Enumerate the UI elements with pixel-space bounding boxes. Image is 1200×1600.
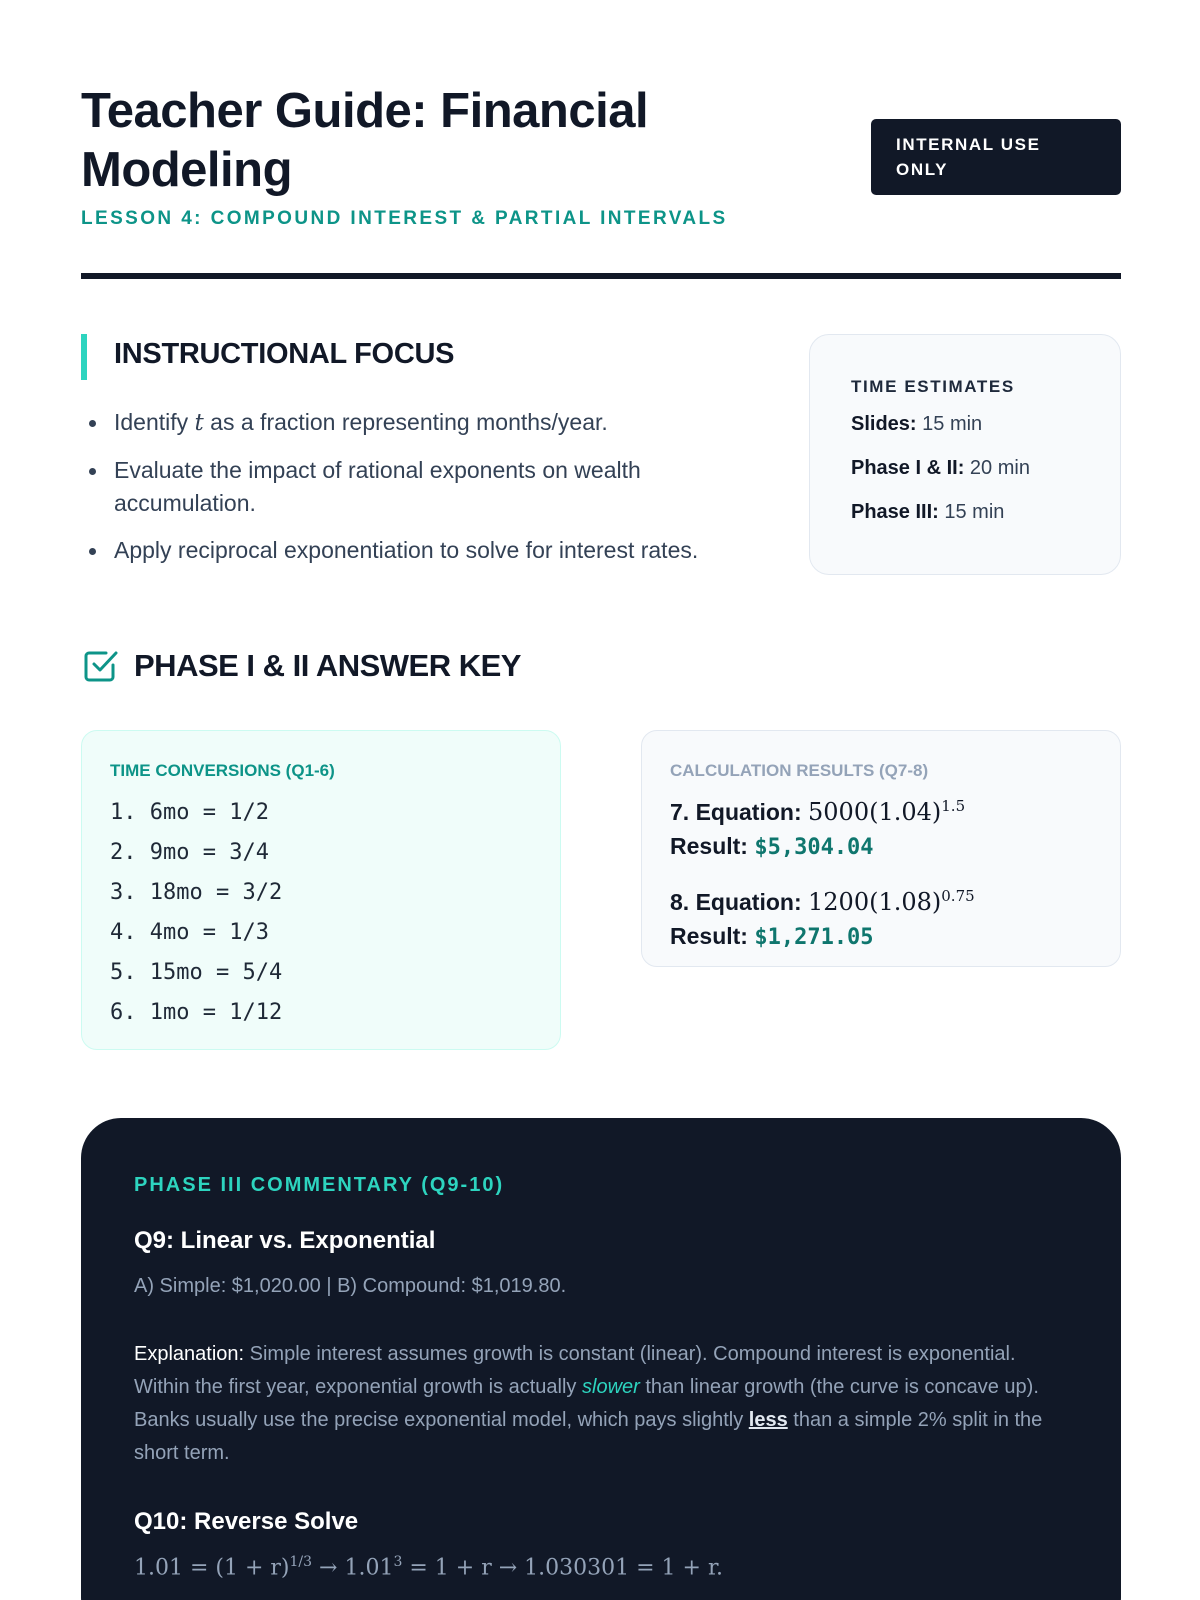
equation-base: 5000(1.04)	[808, 798, 942, 826]
explanation-text: than linear growth (the curve is concave up). Banks usually use the precise exponential model, which pays slightly	[134, 1376, 1039, 1431]
q9-title: Q9: Linear vs. Exponential	[134, 1227, 436, 1254]
equation-math	[808, 798, 965, 826]
emphasis-slower: slower	[582, 1376, 640, 1398]
conversion-row: 2. 9mo = 3/4	[110, 840, 269, 865]
answer-key-heading: PHASE I & II ANSWER KEY	[134, 648, 521, 683]
teacher-guide-page	[81, 0, 1121, 1600]
math-part: → 1.01	[312, 1555, 394, 1581]
time-conversions-label: TIME CONVERSIONS (Q1-6)	[110, 761, 335, 780]
time-row	[851, 413, 1120, 436]
time-row-value: 15 min	[938, 501, 1005, 523]
math-exponent: 3	[393, 1554, 403, 1570]
explanation-lead: Explanation:	[134, 1343, 245, 1365]
math-exponent: 1/3	[289, 1554, 313, 1570]
result-label: Result:	[670, 833, 748, 859]
time-row-value: 20 min	[964, 457, 1030, 479]
objective-text: Identify	[114, 409, 195, 435]
time-row-name: Phase III:	[851, 501, 939, 523]
math-part: = 1 + r → 1.030301 = 1 + r.	[402, 1555, 724, 1581]
commentary-label: PHASE III COMMENTARY (Q9-10)	[134, 1174, 505, 1196]
q7-equation	[670, 789, 1120, 829]
q10-title: Q10: Reverse Solve	[134, 1508, 359, 1535]
variable-t: t	[194, 410, 204, 436]
equation-math	[808, 888, 975, 916]
conversion-row: 3. 18mo = 3/2	[110, 880, 283, 905]
equation-exponent: 0.75	[941, 887, 975, 905]
time-row-name: Phase I & II:	[851, 457, 965, 479]
result-label: Result:	[670, 923, 748, 949]
explanation-text: Simple interest assumes growth is constant (linear). Compound interest is exponential. Within the first year, exponential growth is actually	[134, 1343, 1016, 1398]
objective-text: as a fraction representing months/year.	[203, 409, 608, 435]
header-divider	[81, 273, 1121, 279]
conversion-row: 1. 6mo = 1/2	[110, 800, 269, 825]
equation-label: 7. Equation:	[670, 799, 802, 825]
equation-label: 8. Equation:	[670, 889, 802, 915]
header	[81, 82, 1121, 282]
q9-answer: A) Simple: $1,020.00 | B) Compound: $1,019.80.	[134, 1275, 567, 1297]
time-row	[851, 457, 1120, 480]
calculation-results-card	[641, 730, 1121, 967]
q8-equation	[670, 879, 1120, 919]
calculation-results-label: CALCULATION RESULTS (Q7-8)	[670, 761, 929, 780]
q8-result	[670, 919, 1120, 955]
conversion-row: 5. 15mo = 5/4	[110, 960, 283, 985]
objective-item: Evaluate the impact of rational exponents on wealth accumulation.	[81, 454, 781, 520]
focus-accent-bar	[81, 334, 87, 380]
lesson-subtitle: LESSON 4: COMPOUND INTEREST & PARTIAL INTERVALS	[81, 208, 728, 229]
time-row	[851, 501, 1120, 524]
q7-result	[670, 829, 1120, 865]
time-row-value: 15 min	[916, 413, 983, 435]
checkbox-checked-icon	[83, 648, 119, 684]
time-conversions-card	[81, 730, 561, 1050]
math-part: 1.01 = (1 + r)	[134, 1555, 290, 1581]
time-estimates-label: TIME ESTIMATES	[851, 377, 1015, 396]
q10-solution	[134, 1554, 723, 1580]
page-title: Teacher Guide: Financial Modeling	[81, 84, 649, 197]
objective-item: Apply reciprocal exponentiation to solve for interest rates.	[81, 534, 781, 567]
result-value: $5,304.04	[754, 835, 874, 860]
conversion-row: 4. 4mo = 1/3	[110, 920, 269, 945]
objective-item	[81, 406, 781, 440]
time-row-name: Slides:	[851, 413, 917, 435]
explanation-text: than a simple 2% split in the short term.	[134, 1409, 1043, 1464]
instructional-focus-heading: INSTRUCTIONAL FOCUS	[114, 338, 455, 370]
emphasis-less: less	[748, 1409, 788, 1431]
objectives-list	[81, 406, 781, 581]
result-value: $1,271.05	[754, 925, 874, 950]
equation-base: 1200(1.08)	[808, 888, 942, 916]
phase-three-commentary-card	[81, 1118, 1121, 1600]
equation-exponent: 1.5	[941, 797, 966, 815]
conversion-row: 6. 1mo = 1/12	[110, 1000, 283, 1025]
internal-use-badge: INTERNAL USE ONLY	[871, 119, 1121, 195]
time-estimates-card	[809, 334, 1121, 575]
q9-explanation	[134, 1338, 1054, 1470]
